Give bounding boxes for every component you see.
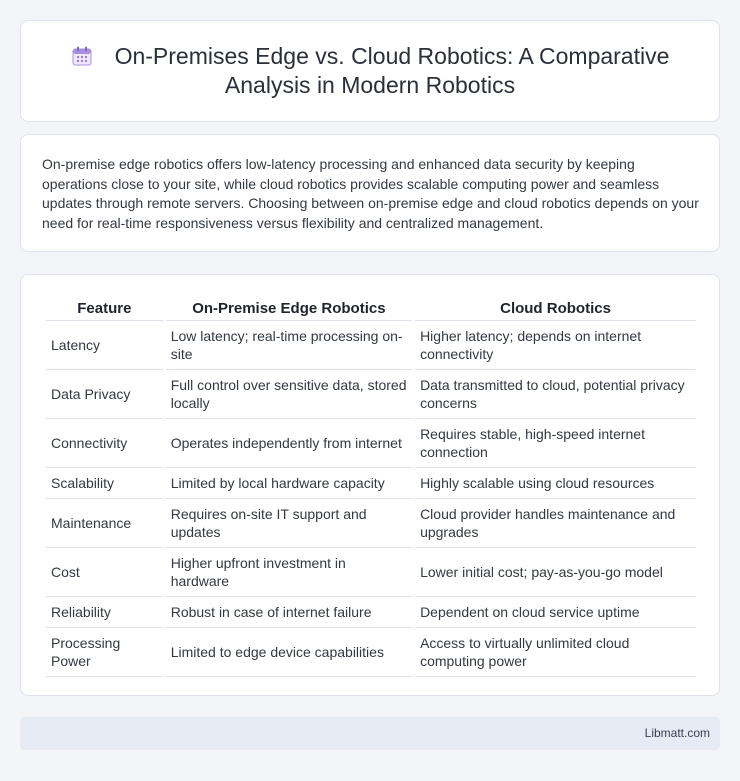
table-row xyxy=(46,321,696,370)
table-row xyxy=(46,548,696,597)
cell-on-premise: Full control over sensitive data, stored locally xyxy=(166,370,412,419)
cell-on-premise: Limited by local hardware capacity xyxy=(166,468,412,499)
title-card xyxy=(20,20,720,122)
cell-cloud: Highly scalable using cloud resources xyxy=(415,468,696,499)
cell-cloud: Lower initial cost; pay-as-you-go model xyxy=(415,548,696,597)
cell-cloud: Cloud provider handles maintenance and upgrades xyxy=(415,499,696,548)
page-title xyxy=(51,42,689,100)
cell-cloud: Data transmitted to cloud, potential privacy concerns xyxy=(415,370,696,419)
cell-feature: Latency xyxy=(46,321,163,370)
table-row xyxy=(46,499,696,548)
cell-on-premise: Higher upfront investment in hardware xyxy=(166,548,412,597)
table-row xyxy=(46,628,696,677)
cell-feature: Data Privacy xyxy=(46,370,163,419)
cell-cloud: Higher latency; depends on internet connectivity xyxy=(415,321,696,370)
cell-feature: Maintenance xyxy=(46,499,163,548)
cell-on-premise: Operates independently from internet xyxy=(166,419,412,468)
intro-paragraph: On-premise edge robotics offers low-latency processing and enhanced data security by keeping operations close to your site, while cloud robotics provides scalable computing power and seamless updates through remote servers. Choosing between on-premise edge and cloud robotics depends on your need for real-time responsiveness versus flexibility and centralized management. xyxy=(42,156,699,231)
header-feature: Feature xyxy=(46,297,163,321)
cell-on-premise: Requires on-site IT support and updates xyxy=(166,499,412,548)
title-wrap xyxy=(21,21,719,121)
intro-card xyxy=(20,134,720,252)
footer-bar xyxy=(20,717,720,750)
table-header-row xyxy=(46,297,696,321)
calendar-icon xyxy=(71,45,93,67)
cell-on-premise: Limited to edge device capabilities xyxy=(166,628,412,677)
cell-feature: Processing Power xyxy=(46,628,163,677)
cell-on-premise: Robust in case of internet failure xyxy=(166,597,412,628)
cell-cloud: Requires stable, high-speed internet connection xyxy=(415,419,696,468)
cell-feature: Scalability xyxy=(46,468,163,499)
table-row xyxy=(46,468,696,499)
header-cloud: Cloud Robotics xyxy=(415,297,696,321)
page-title-text: On-Premises Edge vs. Cloud Robotics: A Comparative Analysis in Modern Robotics xyxy=(114,43,670,98)
table-row xyxy=(46,419,696,468)
cell-on-premise: Low latency; real-time processing on-site xyxy=(166,321,412,370)
comparison-table xyxy=(43,297,699,677)
table-row xyxy=(46,370,696,419)
cell-feature: Reliability xyxy=(46,597,163,628)
cell-cloud: Dependent on cloud service uptime xyxy=(415,597,696,628)
cell-feature: Connectivity xyxy=(46,419,163,468)
footer-site-link[interactable]: Libmatt.com xyxy=(644,726,710,740)
comparison-card xyxy=(20,274,720,696)
cell-cloud: Access to virtually unlimited cloud computing power xyxy=(415,628,696,677)
header-on-premise: On-Premise Edge Robotics xyxy=(166,297,412,321)
cell-feature: Cost xyxy=(46,548,163,597)
table-row xyxy=(46,597,696,628)
